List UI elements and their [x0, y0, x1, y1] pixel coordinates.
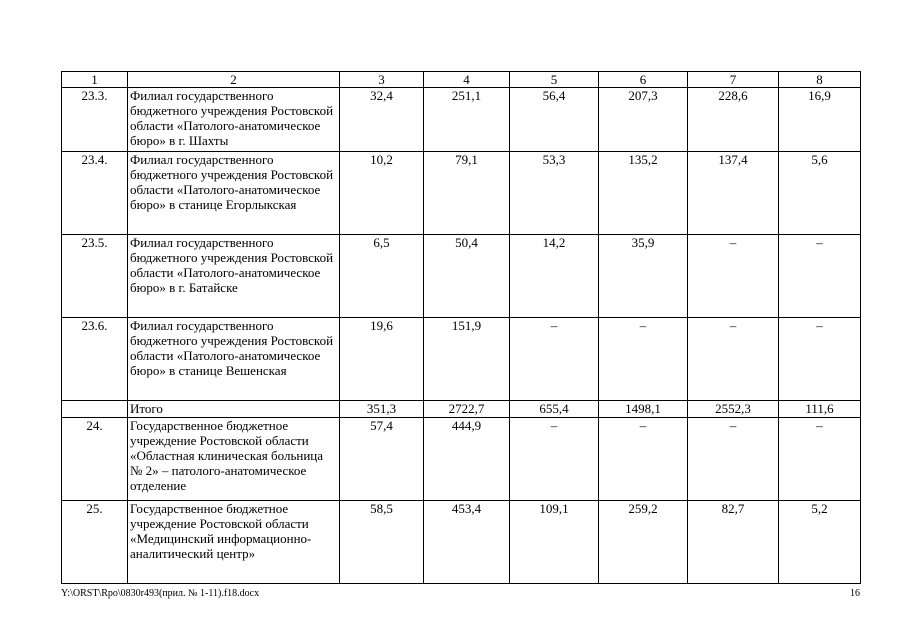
header-cell: 5 [510, 72, 599, 88]
header-row [62, 72, 861, 88]
value-cell: 19,6 [340, 318, 424, 401]
header-cell: 8 [779, 72, 861, 88]
value-cell: 137,4 [688, 152, 779, 235]
value-cell: 151,9 [424, 318, 510, 401]
file-path: Y:\ORST\Rpo\0830r493(прил. № 1-11).f18.docx [61, 588, 260, 599]
institution-name: Государственное бюджетное учреждение Ростовской области «Медицинский информационно-аналитический центр» [128, 501, 340, 584]
value-cell: – [688, 235, 779, 318]
table-row [62, 235, 861, 318]
value-cell: 16,9 [779, 88, 861, 152]
institution-name: Филиал государственного бюджетного учреждения Ростовской области «Патолого-анатомическое бюро» в станице Егорлыкская [128, 152, 340, 235]
value-cell: – [510, 318, 599, 401]
value-cell: 251,1 [424, 88, 510, 152]
value-cell: 444,9 [424, 418, 510, 501]
value-cell: 109,1 [510, 501, 599, 584]
institution-name: Филиал государственного бюджетного учреждения Ростовской области «Патолого-анатомическое бюро» в г. Шахты [128, 88, 340, 152]
value-cell: – [599, 318, 688, 401]
table-row [62, 318, 861, 401]
value-cell: – [688, 418, 779, 501]
value-cell: 50,4 [424, 235, 510, 318]
header-cell: 2 [128, 72, 340, 88]
value-cell: – [688, 318, 779, 401]
table-row [62, 88, 861, 152]
header-cell: 6 [599, 72, 688, 88]
row-number: 23.6. [62, 318, 128, 401]
table-row [62, 501, 861, 584]
row-number: 23.4. [62, 152, 128, 235]
row-number [62, 401, 128, 418]
value-cell: 655,4 [510, 401, 599, 418]
header-cell: 7 [688, 72, 779, 88]
value-cell: 2722,7 [424, 401, 510, 418]
institution-name: Филиал государственного бюджетного учреждения Ростовской области «Патолого-анатомическое бюро» в станице Вешенская [128, 318, 340, 401]
value-cell: 5,2 [779, 501, 861, 584]
value-cell: – [599, 418, 688, 501]
institution-name: Государственное бюджетное учреждение Ростовской области «Областная клиническая больница № 2» – патолого-анатомическое отделение [128, 418, 340, 501]
value-cell: 111,6 [779, 401, 861, 418]
total-row [62, 401, 861, 418]
value-cell: 6,5 [340, 235, 424, 318]
row-number: 23.3. [62, 88, 128, 152]
header-cell: 1 [62, 72, 128, 88]
page-number: 16 [850, 588, 860, 599]
row-number: 25. [62, 501, 128, 584]
value-cell: 207,3 [599, 88, 688, 152]
header-cell: 3 [340, 72, 424, 88]
total-label: Итого [128, 401, 340, 418]
table-row [62, 418, 861, 501]
value-cell: 453,4 [424, 501, 510, 584]
value-cell: 351,3 [340, 401, 424, 418]
header-cell: 4 [424, 72, 510, 88]
value-cell: 79,1 [424, 152, 510, 235]
value-cell: 57,4 [340, 418, 424, 501]
value-cell: 228,6 [688, 88, 779, 152]
value-cell: 58,5 [340, 501, 424, 584]
value-cell: 5,6 [779, 152, 861, 235]
row-number: 23.5. [62, 235, 128, 318]
value-cell: 35,9 [599, 235, 688, 318]
value-cell: 82,7 [688, 501, 779, 584]
table-row [62, 152, 861, 235]
value-cell: 259,2 [599, 501, 688, 584]
value-cell: 56,4 [510, 88, 599, 152]
value-cell: – [779, 418, 861, 501]
value-cell: – [779, 318, 861, 401]
institution-name: Филиал государственного бюджетного учреждения Ростовской области «Патолого-анатомическое бюро» в г. Батайске [128, 235, 340, 318]
value-cell: 1498,1 [599, 401, 688, 418]
row-number: 24. [62, 418, 128, 501]
value-cell: 135,2 [599, 152, 688, 235]
value-cell: 2552,3 [688, 401, 779, 418]
data-table [61, 71, 861, 584]
value-cell: – [779, 235, 861, 318]
value-cell: 32,4 [340, 88, 424, 152]
value-cell: 53,3 [510, 152, 599, 235]
value-cell: 14,2 [510, 235, 599, 318]
value-cell: 10,2 [340, 152, 424, 235]
value-cell: – [510, 418, 599, 501]
